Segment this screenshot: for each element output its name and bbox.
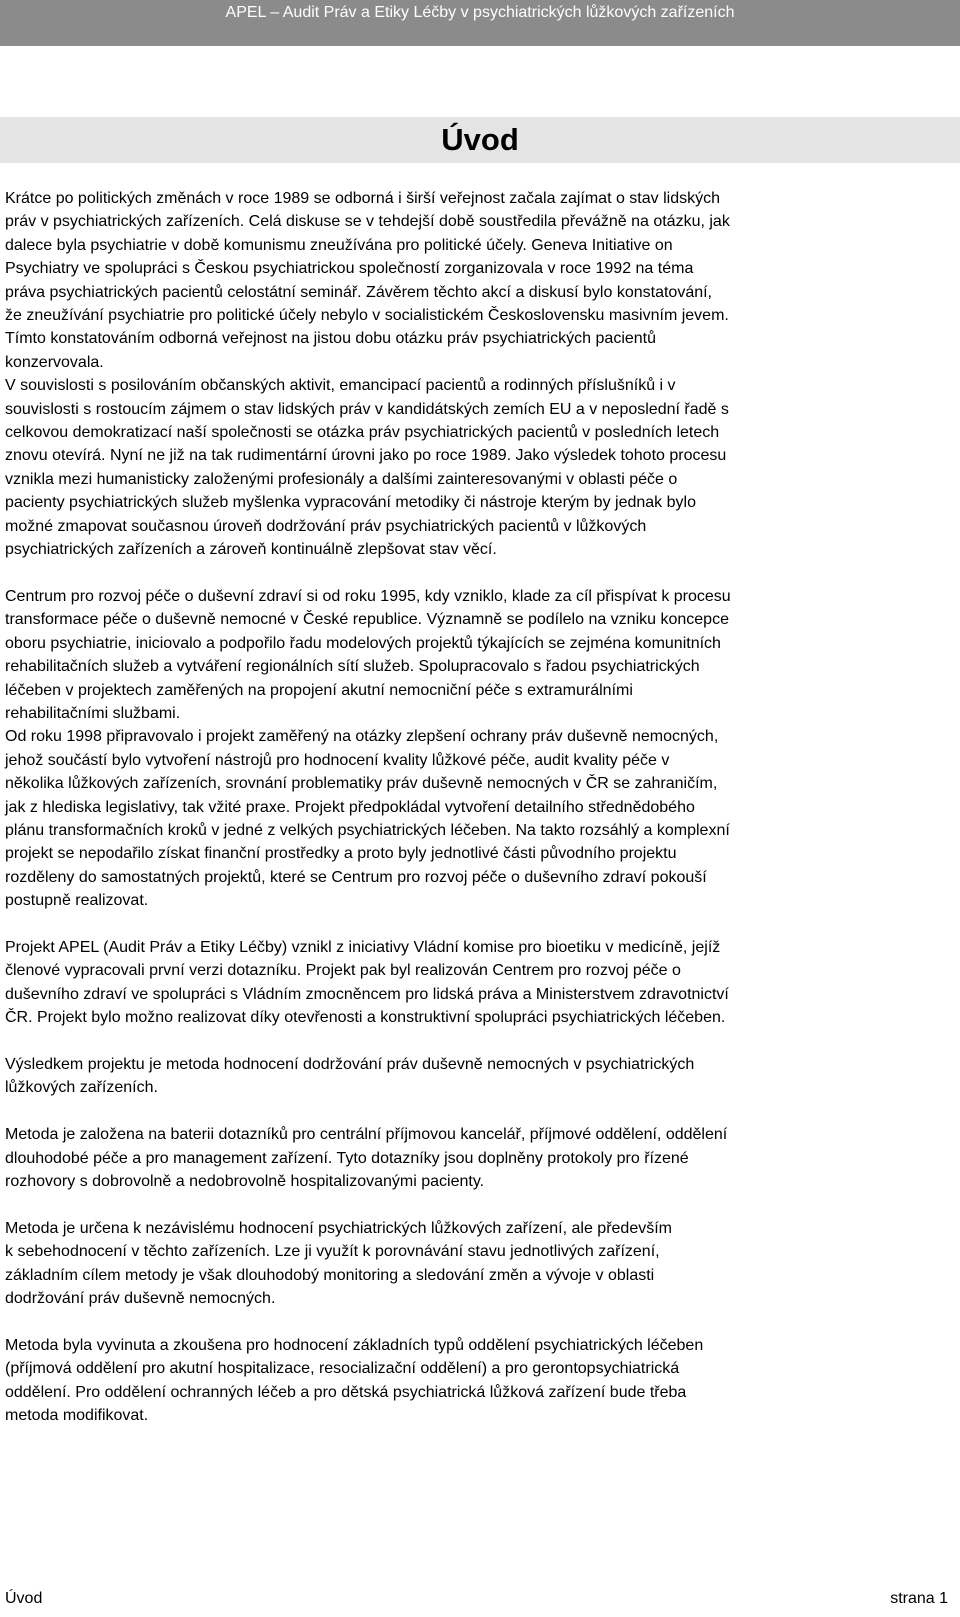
paragraph-4: Od roku 1998 připravovalo i projekt zaměřený na otázky zlepšení ochrany práv duševně nemocných, jehož součástí bylo vytvoření nástrojů pro hodnocení kvality lůžkové péče, audit kvality péče v několika lůžkových zařízeních, srovnání problematiky práv duševně nemocných v ČR se zahraničím, jak z hlediska legislativy, tak vžité praxe. Projekt předpokládal vytvoření detailního střednědobého plánu transformačních kroků v jedné z velkých psychiatrických léčeben. Na takto rozsáhlý a komplexní projekt se nepodařilo získat finanční prostředky a proto byly jednotlivé části původního projektu rozděleny do samostatných projektů, které se Centrum pro rozvoj péče o duševního zdraví pokouší postupně realizovat. xyxy=(5,728,730,910)
paragraph-1: Krátce po politických změnách v roce 1989 se odborná i širší veřejnost začala zajímat o stav lidských práv v psychiatrických zařízeních. Celá diskuse se v tehdejší době soustředila převážně na otázku, jak dalece byla psychiatrie v době komunismu zneužívána pro politické účely. Geneva Initiative on Psychiatry ve spolupráci s Českou psychiatrickou společností zorganizovala v roce 1992 na téma práva psychiatrických pacientů celostátní seminář. Závěrem těchto akcí a diskusí bylo konstatování, že zneužívání psychiatrie pro politické účely nebylo v socialistickém Československu masivním jevem. Tímto konstatováním odborná veřejnost na jistou dobu otázku práv psychiatrických pacientů konzervovala. xyxy=(5,190,730,371)
page-title: Úvod xyxy=(441,122,519,157)
paragraph-gap xyxy=(5,562,949,585)
paragraph-gap xyxy=(5,1193,949,1216)
paragraph-gap xyxy=(5,1310,949,1333)
footer-section: Úvod xyxy=(5,1590,43,1607)
paragraph-gap xyxy=(5,1030,949,1053)
title-bar xyxy=(0,117,960,163)
paragraph-8: Metoda je určena k nezávislému hodnocení psychiatrických lůžkových zařízení, ale především k sebehodnocení v těchto zařízeních. Lze ji využít k porovnávání stavu jednotlivých zařízení, základním cílem metody je však dlouhodobý monitoring a sledování změn a vývoje v oblasti dodržování práv duševně nemocných. xyxy=(5,1219,672,1308)
document-body xyxy=(5,187,949,1427)
paragraph-gap xyxy=(5,1100,949,1123)
paragraph-5: Projekt APEL (Audit Práv a Etiky Léčby) vznikl z iniciativy Vládní komise pro bioetiku v medicíně, jejíž členové vypracovali první verzi dotazníku. Projekt pak byl realizován Centrem pro rozvoj péče o duševního zdraví ve spolupráci s Vládním zmocněncem pro lidská práva a Ministerstvem zdravotnictví ČR. Projekt bylo možno realizovat díky otevřenosti a konstruktivní spolupráci psychiatrických léčeben. xyxy=(5,938,729,1027)
paragraph-6: Výsledkem projektu je metoda hodnocení dodržování práv duševně nemocných v psychiatrických lůžkových zařízeních. xyxy=(5,1055,695,1097)
paragraph-3: Centrum pro rozvoj péče o duševní zdraví si od roku 1995, kdy vzniklo, klade za cíl přispívat k procesu transformace péče o duševně nemocné v České republice. Významně se podílelo na vzniku koncepce oboru psychiatrie, iniciovalo a podpořilo řadu modelových projektů týkajících se zejména komunitních rehabilitačních služeb a vytváření regionálních sítí služeb. Spolupracovalo s řadou psychiatrických léčeben v projektech zaměřených na propojení akutní nemocniční péče s extramurálními rehabilitačními službami. xyxy=(5,587,731,722)
paragraph-9: Metoda byla vyvinuta a zkoušena pro hodnocení základních typů oddělení psychiatrických léčeben (příjmová oddělení pro akutní hospitalizace, resocializační oddělení) a pro gerontopsychiatrická oddělení. Pro oddělení ochranných léčeb a pro dětská psychiatrická lůžková zařízení bude třeba metoda modifikovat. xyxy=(5,1336,704,1425)
paragraph-gap xyxy=(5,913,949,936)
header-bar xyxy=(0,0,960,46)
paragraph-2: V souvislosti s posilováním občanských aktivit, emancipací pacientů a rodinných příslušníků i v souvislosti s rostoucím zájmem o stav lidských práv v kandidátských zemích EU a v neposlední řadě s celkovou demokratizací naší společnosti se otázka práv psychiatrických pacientů v posledních letech znovu otevírá. Nyní ne již na tak rudimentární úrovni jako po roce 1989. Jako výsledek tohoto procesu vznikla mezi humanisticky založenými profesionály a dalšími zainteresovanými v oblasti péče o pacienty psychiatrických služeb myšlenka vypracování metodiky či nástroje kterým by jednak bylo možné zmapovat současnou úroveň dodržování práv psychiatrických pacientů v lůžkových psychiatrických zařízeních a zároveň kontinuálně zlepšovat stav věcí. xyxy=(5,377,729,559)
header-title: APEL – Audit Práv a Etiky Léčby v psychiatrických lůžkových zařízeních xyxy=(225,4,735,21)
footer-page-number: strana 1 xyxy=(890,1590,948,1607)
paragraph-7: Metoda je založena na baterii dotazníků pro centrální příjmovou kancelář, příjmové oddělení, oddělení dlouhodobé péče a pro management zařízení. Tyto dotazníky jsou doplněny protokoly pro řízené rozhovory s dobrovolně a nedobrovolně hospitalizovanými pacienty. xyxy=(5,1126,728,1190)
